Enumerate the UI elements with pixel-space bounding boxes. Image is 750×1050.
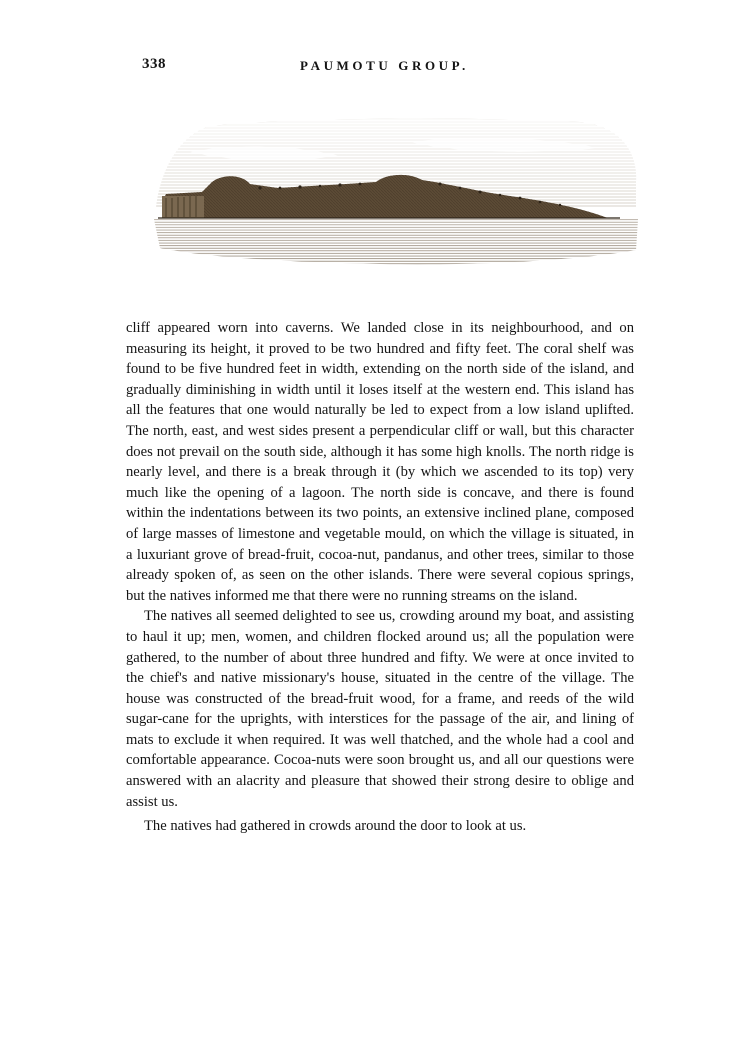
paragraph: The natives had gathered in crowds around the door to look at us. — [144, 818, 527, 835]
island-engraving-svg — [150, 112, 642, 270]
paragraph: The natives all seemed delighted to see us, crowding around my boat, and assisting to haul it up; men, women, and children flocked around us; all the population were gathered, to the number of about three hundred and fifty. We were at once invited to the chief's and native missionary's house, situated in the centre of the village. The house was constructed of the bread-fruit wood, for a frame, and reeds of the wild sugar-cane for the uprights, with interstices for the passage of the air, and lining of mats to exclude it when required. It was well thatched, and the whole had a cool and comfortable appearance. Cocoa-nuts were soon brought us, and all our questions were answered with an alacrity and pleasure that showed their strong desire to oblige and assist us. — [126, 608, 634, 810]
running-header — [0, 56, 750, 80]
paragraph-continued: cliff appeared worn into caverns. We landed close in its neighbourhood, and on measuring its height, it proved to be two hundred and fifty feet. The coral shelf was found to be five hundred feet in width, extending on the north side of the island, and gradually diminishing in width until it loses itself at the western end. This island has all the features that one would naturally be led to expect from a low island uplifted. The north, east, and west sides present a perpendicular cliff or wall, but this character does not prevail on the south side, although it has some high knolls. The north ridge is nearly level, and there is a break through it (by which we ascended to its top) very much like the opening of a lagoon. The north side is concave, and there is found within the indentations between its two points, an extensive inclined plane, composed of large masses of limestone and vegetable mould, on which the village is situated, in a luxuriant grove of bread-fruit, cocoa-nut, pandanus, and other trees, similar to those already spoken of, as seen on the other islands. There were several copious springs, but the natives informed me that there were no running streams on the island. — [126, 320, 634, 604]
running-title: PAUMOTU GROUP. — [300, 58, 469, 73]
page-number: 338 — [142, 56, 166, 72]
island-engraving-illustration — [150, 112, 642, 270]
body-text — [126, 318, 634, 837]
